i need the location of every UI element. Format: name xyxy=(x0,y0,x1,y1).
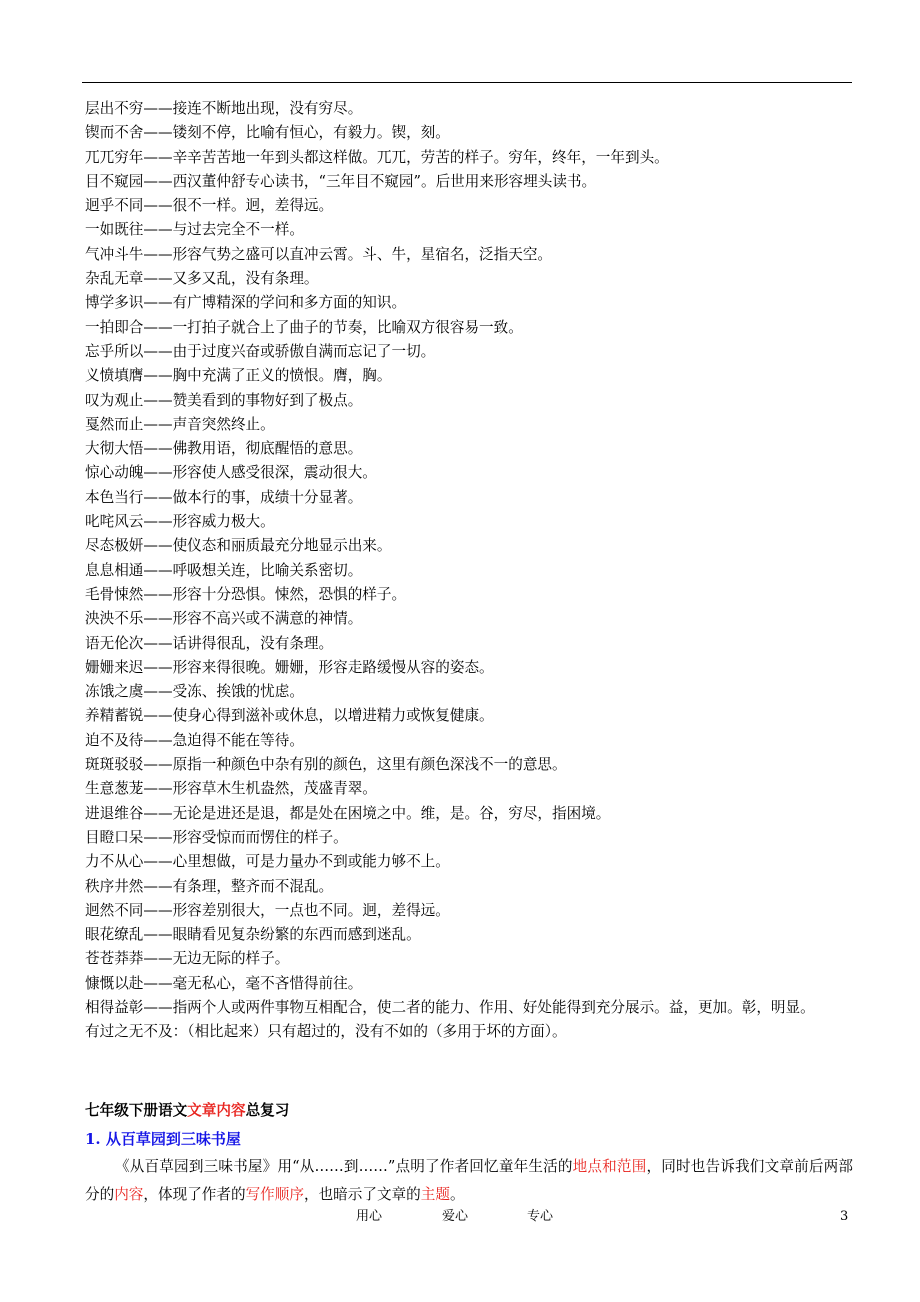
highlight-term: 主题 xyxy=(420,1186,450,1203)
idiom-entry: 尽态极妍——使仪态和丽质最充分地显示出来。 xyxy=(85,537,392,555)
idiom-entry: 毛骨悚然——形容十分恐惧。悚然，恐惧的样子。 xyxy=(85,585,407,603)
paragraph-text: ，也暗示了文章的 xyxy=(303,1186,421,1203)
header-rule xyxy=(82,82,852,83)
idiom-entry: 姗姗来迟——形容来得很晚。姗姗，形容走路缓慢从容的姿态。 xyxy=(85,658,494,676)
highlight-term: 内容 xyxy=(114,1186,144,1203)
idiom-entry: 目瞪口呆——形容受惊而而愣住的样子。 xyxy=(85,828,348,846)
idiom-entry: 迥乎不同——很不一样。迥，差得远。 xyxy=(85,197,334,215)
idiom-entry: 迫不及待——急迫得不能在等待。 xyxy=(85,731,304,749)
idiom-entry: 目不窥园——西汉董仲舒专心读书，“三年目不窥园”。后世用来形容埋头读书。 xyxy=(85,172,597,190)
idiom-entry: 进退维谷——无论是进还是退，都是处在困境之中。维，是。谷，穷尽，指困境。 xyxy=(85,804,611,822)
idiom-entry: 叱咤风云——形容威力极大。 xyxy=(85,513,275,531)
highlight-term: 地点和范围 xyxy=(572,1158,647,1175)
idiom-entry: 相得益彰——指两个人或两件事物互相配合，使二者的能力、作用、好处能得到充分展示。益，更加。彰，明显。 xyxy=(85,998,815,1016)
idiom-entry: 大彻大悟——佛教用语，彻底醒悟的意思。 xyxy=(85,440,363,458)
idiom-entry: 兀兀穷年——辛辛苦苦地一年到头都这样做。兀兀，劳苦的样子。穷年，终年，一年到头。 xyxy=(85,148,669,166)
idiom-entry: 迥然不同——形容差别很大，一点也不同。迥，差得远。 xyxy=(85,901,450,919)
idiom-entry: 一拍即合——一打拍子就合上了曲子的节奏，比喻双方很容易一致。 xyxy=(85,318,523,336)
idiom-entry: 苍苍莽莽——无边无际的样子。 xyxy=(85,950,290,968)
paragraph-text: ，体现了作者的 xyxy=(143,1186,246,1203)
page-footer xyxy=(0,1207,920,1227)
idiom-entry: 戛然而止——声音突然终止。 xyxy=(85,415,275,433)
idiom-entry: 层出不穷——接连不断地出现，没有穷尽。 xyxy=(85,100,363,117)
idiom-entry: 冻饿之虞——受冻、挨饿的忧虑。 xyxy=(85,683,304,701)
idiom-entry: 斑斑驳驳——原指一种颜色中杂有别的颜色，这里有颜色深浅不一的意思。 xyxy=(85,756,567,774)
idiom-entry: 博学多识——有广博精深的学问和多方面的知识。 xyxy=(85,294,407,312)
idiom-entry: 泱泱不乐——形容不高兴或不满意的神情。 xyxy=(85,610,363,628)
idiom-entry: 惊心动魄——形容使人感受很深，震动很大。 xyxy=(85,464,377,482)
section-title-prefix: 七年级下册语文 xyxy=(85,1102,188,1119)
paragraph-text: 。 xyxy=(449,1186,465,1203)
idiom-entry: 义愤填膺——胸中充满了正义的愤恨。膺，胸。 xyxy=(85,367,392,385)
idiom-entry: 慷慨以赴——毫无私心，毫不吝惜得前往。 xyxy=(85,974,363,992)
subsection-title: 1. 从百草园到三味书屋 xyxy=(85,1130,241,1148)
idiom-entry: 有过之无不及：（相比起来）只有超过的，没有不如的（多用于坏的方面）。 xyxy=(85,1023,567,1041)
footer-word: 爱心 xyxy=(442,1209,469,1224)
section-title-highlight: 文章内容 xyxy=(187,1102,246,1119)
idiom-entry: 秩序井然——有条理，整齐而不混乱。 xyxy=(85,877,334,895)
footer-word: 专心 xyxy=(527,1209,554,1224)
idiom-entry: 杂乱无章——又多又乱，没有条理。 xyxy=(85,270,319,288)
idiom-list xyxy=(85,97,855,1045)
idiom-entry: 语无伦次——话讲得很乱，没有条理。 xyxy=(85,634,334,652)
idiom-entry: 眼花缭乱——眼睛看见复杂纷繁的东西而感到迷乱。 xyxy=(85,926,421,944)
idiom-entry: 养精蓄锐——使身心得到滋补或休息，以增进精力或恢复健康。 xyxy=(85,707,494,725)
idiom-entry: 叹为观止——赞美看到的事物好到了极点。 xyxy=(85,391,363,409)
idiom-entry: 力不从心——心里想做，可是力量办不到或能力够不上。 xyxy=(85,853,450,871)
highlight-term: 写作顺序 xyxy=(245,1186,304,1203)
section-title-suffix: 总复习 xyxy=(245,1102,290,1119)
paragraph-text: ，同时也告诉我们文章前后两部分的 xyxy=(85,1158,853,1203)
summary-paragraph xyxy=(85,1153,853,1209)
footer-word: 用心 xyxy=(356,1209,383,1224)
idiom-entry: 息息相通——呼吸想关连，比喻关系密切。 xyxy=(85,561,363,579)
idiom-entry: 生意葱茏——形容草木生机盎然，茂盛青翠。 xyxy=(85,780,377,798)
section-title xyxy=(85,1099,289,1123)
idiom-entry: 本色当行——做本行的事，成绩十分显著。 xyxy=(85,488,363,506)
idiom-entry: 气冲斗牛——形容气势之盛可以直冲云霄。斗、牛，星宿名，泛指天空。 xyxy=(85,245,553,263)
idiom-entry: 锲而不舍——镂刻不停，比喻有恒心，有毅力。锲，刻。 xyxy=(85,124,450,142)
paragraph-text: 《从百草园到三味书屋》用“从……到……”点明了作者回忆童年生活的 xyxy=(115,1158,573,1175)
idiom-entry: 一如既往——与过去完全不一样。 xyxy=(85,221,304,239)
idiom-entry: 忘乎所以——由于过度兴奋或骄傲自满而忘记了一切。 xyxy=(85,342,436,360)
page-number: 3 xyxy=(840,1209,849,1224)
